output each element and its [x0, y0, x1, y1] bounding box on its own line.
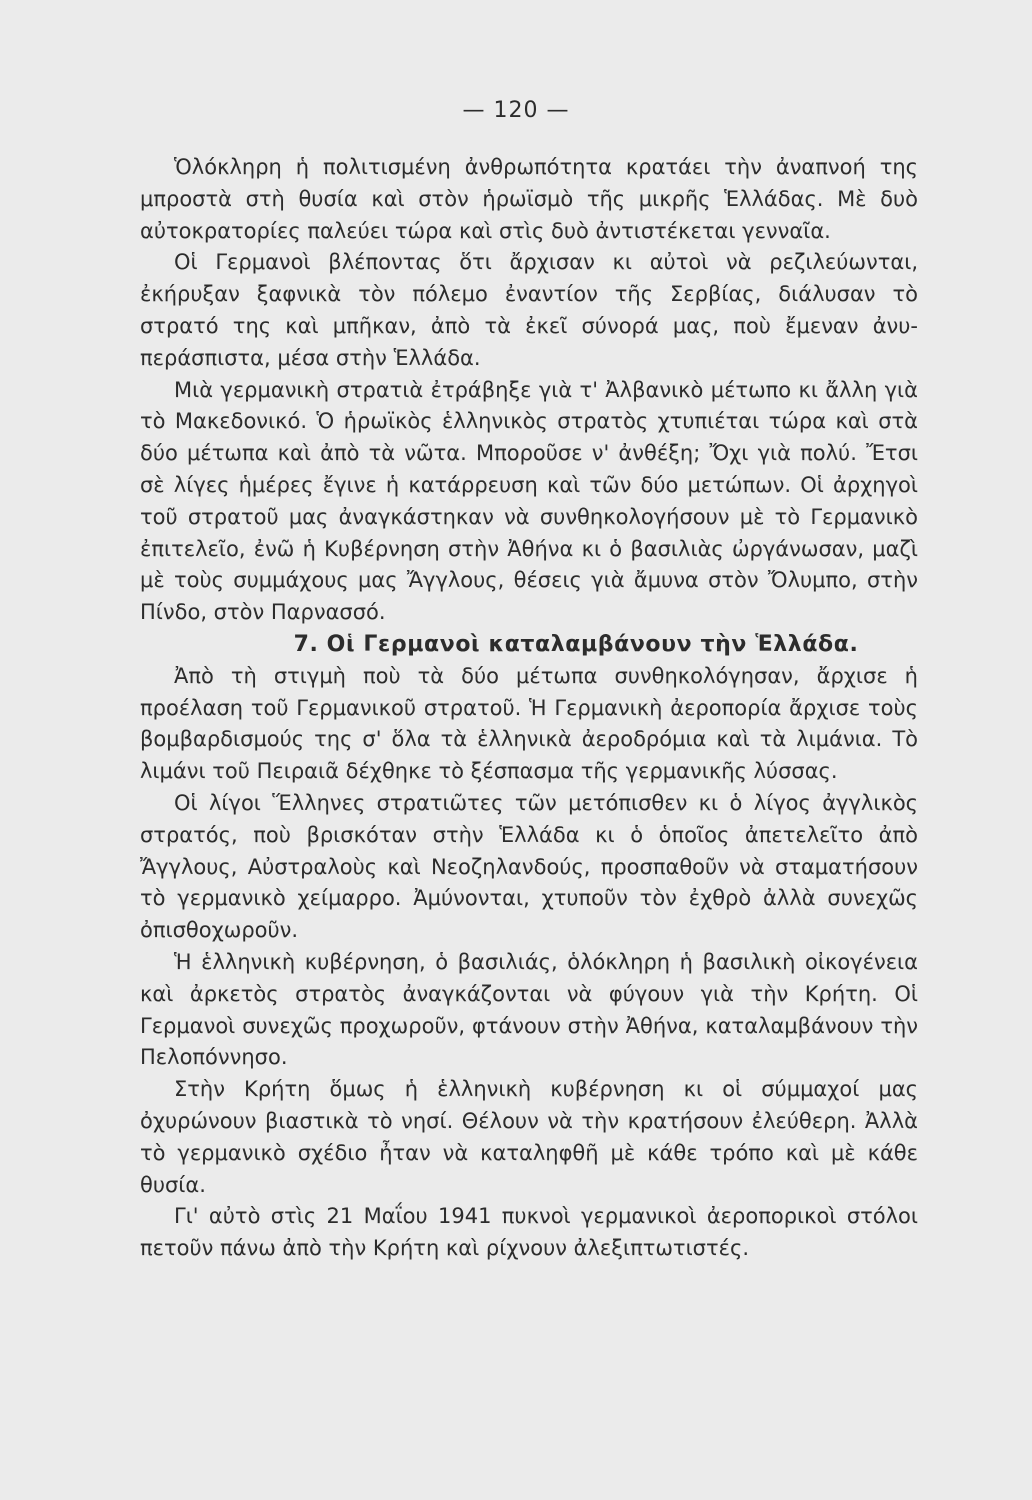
paragraph: Ἀπὸ τὴ στιγμὴ ποὺ τὰ δύο μέτωπα συνθηκολόγησαν, ἄρχισε ἡ προέλαση τοῦ Γερμανικοῦ στρατοῦ. Ἡ Γερμανικὴ ἀεροπορία ἄρχισε τοὺς βομβαρδισμούς της σ' ὅλα τὰ ἑλληνικὰ ἀεροδρόμια καὶ τὰ λιμάνια. Τὸ λιμάνι τοῦ Πειραιᾶ δέχθηκε τὸ ξέσπασμα τῆς γερμανικῆς λύσσας.: [140, 663, 918, 784]
paragraph: Στὴν Κρήτη ὅμως ἡ ἑλληνικὴ κυβέρνηση κι οἱ σύμμαχοί μας ὀχυρώνουν βιαστικὰ τὸ νησί. Θέλουν νὰ τὴν κρατήσουν ἐλεύθερη. Ἀλλὰ τὸ γερμανικὸ σχέδιο ἦταν νὰ καταληφθῆ μὲ κάθε τρόπο καὶ μὲ κάθε θυσία.: [140, 1077, 918, 1197]
paragraph: Γι' αὐτὸ στὶς 21 Μαΐου 1941 πυκνοὶ γερμανικοὶ ἀεροπορικοὶ στόλοι πετοῦν πάνω ἀπὸ τὴν Κρήτη καὶ ρίχνουν ἀλεξιπτωτιστές.: [140, 1204, 918, 1261]
paragraph: Ὁλόκληρη ἡ πολιτισμένη ἀνθρωπότητα κρατάει τὴν ἀναπνοή της μπροστὰ στὴ θυσία καὶ στὸν ἡρωϊσμὸ τῆς μικρῆς Ἑλλάδας. Μὲ δυὸ αὐτοκρατορίες παλεύει τώρα καὶ στὶς δυὸ ἀντιστέκεται γενναῖα.: [140, 155, 918, 243]
body-text: [140, 152, 918, 1265]
paragraph: Ἡ ἑλληνικὴ κυβέρνηση, ὁ βασιλιάς, ὁλόκληρη ἡ βασιλικὴ οἰκογένεια καὶ ἀρκετὸς στρατὸς ἀναγκάζονται νὰ φύγουν γιὰ τὴν Κρήτη. Οἱ Γερμανοὶ συνεχῶς προχωροῦν, φτάνουν στὴν Ἀθήνα, καταλαμβάνουν τὴν Πελοπόννησο.: [140, 949, 918, 1070]
paragraph: Μιὰ γερμανικὴ στρατιὰ ἐτράβηξε γιὰ τ' Ἀλβανικὸ μέτωπο κι ἄλλη γιὰ τὸ Μακεδονικό. Ὁ ἡρωϊκὸς ἑλληνικὸς στρατὸς χτυπιέται τώρα καὶ στὰ δύο μέτωπα καὶ ἀπὸ τὰ νῶτα. Μποροῦσε ν' ἀνθέξη; Ὄχι γιὰ πολύ. Ἔτσι σὲ λίγες ἡμέρες ἔγινε ἡ κατάρρευση καὶ τῶν δύο μετώπων. Οἱ ἀρχηγοὶ τοῦ στρατοῦ μας ἀναγκάστηκαν νὰ συνθηκολογήσουν μὲ τὸ Γερμανικὸ ἐπιτελεῖο, ἐνῶ ἡ Κυβέρνηση στὴν Ἀθήνα κι ὁ βασιλιὰς ὠργάνωσαν, μαζὶ μὲ τοὺς συμμάχους μας Ἄγγλους, θέσεις γιὰ ἄμυνα στὸν Ὄλυμπο, στὴν Πίνδο, στὸν Παρνασσό.: [140, 377, 918, 625]
section-heading: 7. Οἱ Γερμανοὶ καταλαμβάνουν τὴν Ἑλλάδα.: [293, 631, 859, 657]
paragraph: Οἱ λίγοι Ἕλληνες στρατιῶτες τῶν μετόπισθεν κι ὁ λίγος ἀγγλικὸς στρατός, ποὺ βρισκόταν στὴν Ἑλλάδα κι ὁ ὁποῖος ἀπετελεῖτο ἀπὸ Ἄγγλους, Αὐστραλοὺς καὶ Νεοζηλανδούς, προσπαθοῦν νὰ σταματήσουν τὸ γερμανικὸ χείμαρρο. Ἀμύνονται, χτυποῦν τὸν ἐχθρὸ ἀλλὰ συνεχῶς ὀπισθοχωροῦν.: [140, 790, 918, 943]
paragraph: Οἱ Γερμανοὶ βλέποντας ὅτι ἄρχισαν κι αὐτοὶ νὰ ρεζιλεύωνται, ἐκήρυξαν ξαφνικὰ τὸν πόλεμο ἐναντίον τῆς Σερβίας, διάλυσαν τὸ στρατό της καὶ μπῆκαν, ἀπὸ τὰ ἐκεῖ σύνορά μας, ποὺ ἔμεναν ἀνυπεράσπιστα, μέσα στὴν Ἑλλάδα.: [140, 250, 918, 370]
page-number: — 120 —: [462, 98, 570, 123]
